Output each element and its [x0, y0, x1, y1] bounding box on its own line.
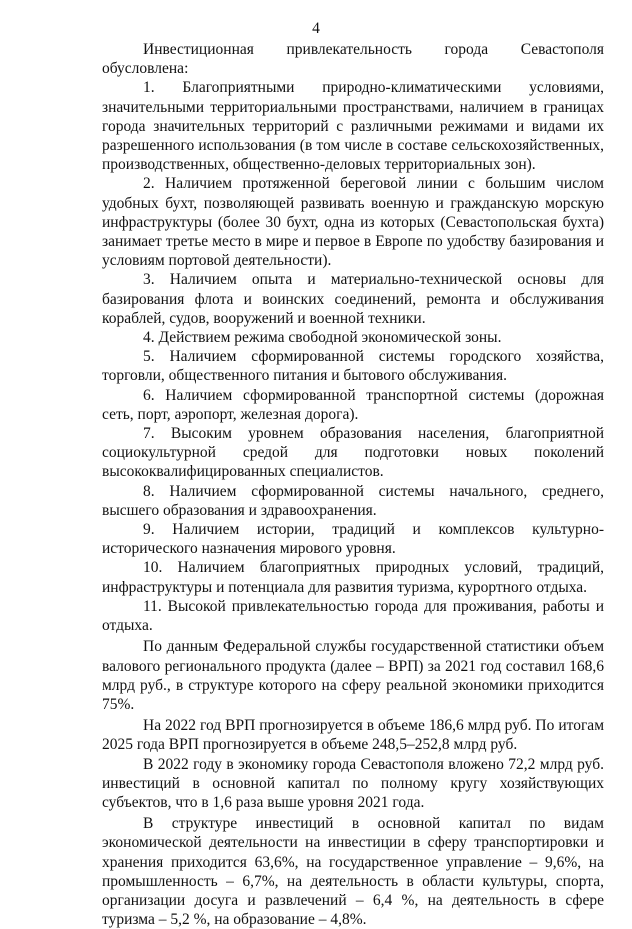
list-item-4: 4. Действием режима свободной экономической зоны.	[143, 329, 502, 347]
intro-paragraph: Инвестиционная привлекательность города Севастополя обусловлена:	[102, 41, 604, 78]
investment-paragraph: В 2022 году в экономику города Севастополя вложено 72,2 млрд руб. инвестиций в основной капитал по полному кругу хозяйствующих субъектов, что в 1,6 раза выше уровня 2021 года.	[102, 755, 604, 811]
grp-forecast-paragraph: На 2022 год ВРП прогнозируется в объеме 186,6 млрд руб. По итогам 2025 года ВРП прогнозируется в объеме 248,5–252,8 млрд руб.	[102, 717, 604, 754]
list-item-7: 7. Высоким уровнем образования населения, благоприятной социокультурной средой для подготовки новых поколений высококвалифицированных специалистов.	[102, 425, 604, 481]
list-item-2: 2. Наличием протяженной береговой линии с большим числом удобных бухт, позволяющей развивать военную и гражданскую морскую инфраструктуры (более 30 бухт, одна из которых (Севастопольская бухта) занимает третье место в мире и первое в Европе по удобству базирования и условиям портовой деятельности).	[102, 175, 604, 270]
page-number: 4	[312, 20, 320, 37]
list-item-3: 3. Наличием опыта и материально-технической основы для базирования флота и воинских соединений, ремонта и обслуживания кораблей, судов, вооружений и военной техники.	[102, 271, 604, 327]
list-item-1: 1. Благоприятными природно-климатическими условиями, значительными территориальными пространствами, наличием в границах города значительных территорий с различными режимами и видами их разрешенного использования (в том числе в составе сельскохозяйственных, производственных, общественно-деловых территориальных зон).	[102, 79, 604, 174]
document-body	[102, 40, 604, 929]
investment-structure-paragraph: В структуре инвестиций в основной капитал по видам экономической деятельности на инвестиции в сферу транспортировки и хранения приходится 63,6%, на государственное управление – 9,6%, на промышленность – 6,7%, на деятельность в области культуры, спорта, организации досуга и развлечений – 6,4 %, на деятельность в сфере туризма – 5,2 %, на образование – 4,8%.	[102, 815, 604, 929]
list-item-6: 6. Наличием сформированной транспортной системы (дорожная сеть, порт, аэропорт, железная дорога).	[102, 386, 604, 423]
list-item-11: 11. Высокой привлекательностью города для проживания, работы и отдыха.	[102, 597, 604, 635]
grp-paragraph: По данным Федеральной службы государственной статистики объем валового регионального продукта (далее – ВРП) за 2021 год составил 168,6 млрд руб., в структуре которого на сферу реальной экономики приходится 75%.	[102, 638, 604, 713]
list-item-8: 8. Наличием сформированной системы начального, среднего, высшего образования и здравоохранения.	[102, 482, 604, 519]
list-item-9: 9. Наличием истории, традиций и комплексов культурно-исторического назначения мирового уровня.	[102, 521, 604, 558]
list-item-10: 10. Наличием благоприятных природных условий, традиций, инфраструктуры и потенциала для развития туризма, курортного отдыха.	[102, 559, 604, 596]
list-item-5: 5. Наличием сформированной системы городского хозяйства, торговли, общественного питания и бытового обслуживания.	[102, 348, 604, 385]
